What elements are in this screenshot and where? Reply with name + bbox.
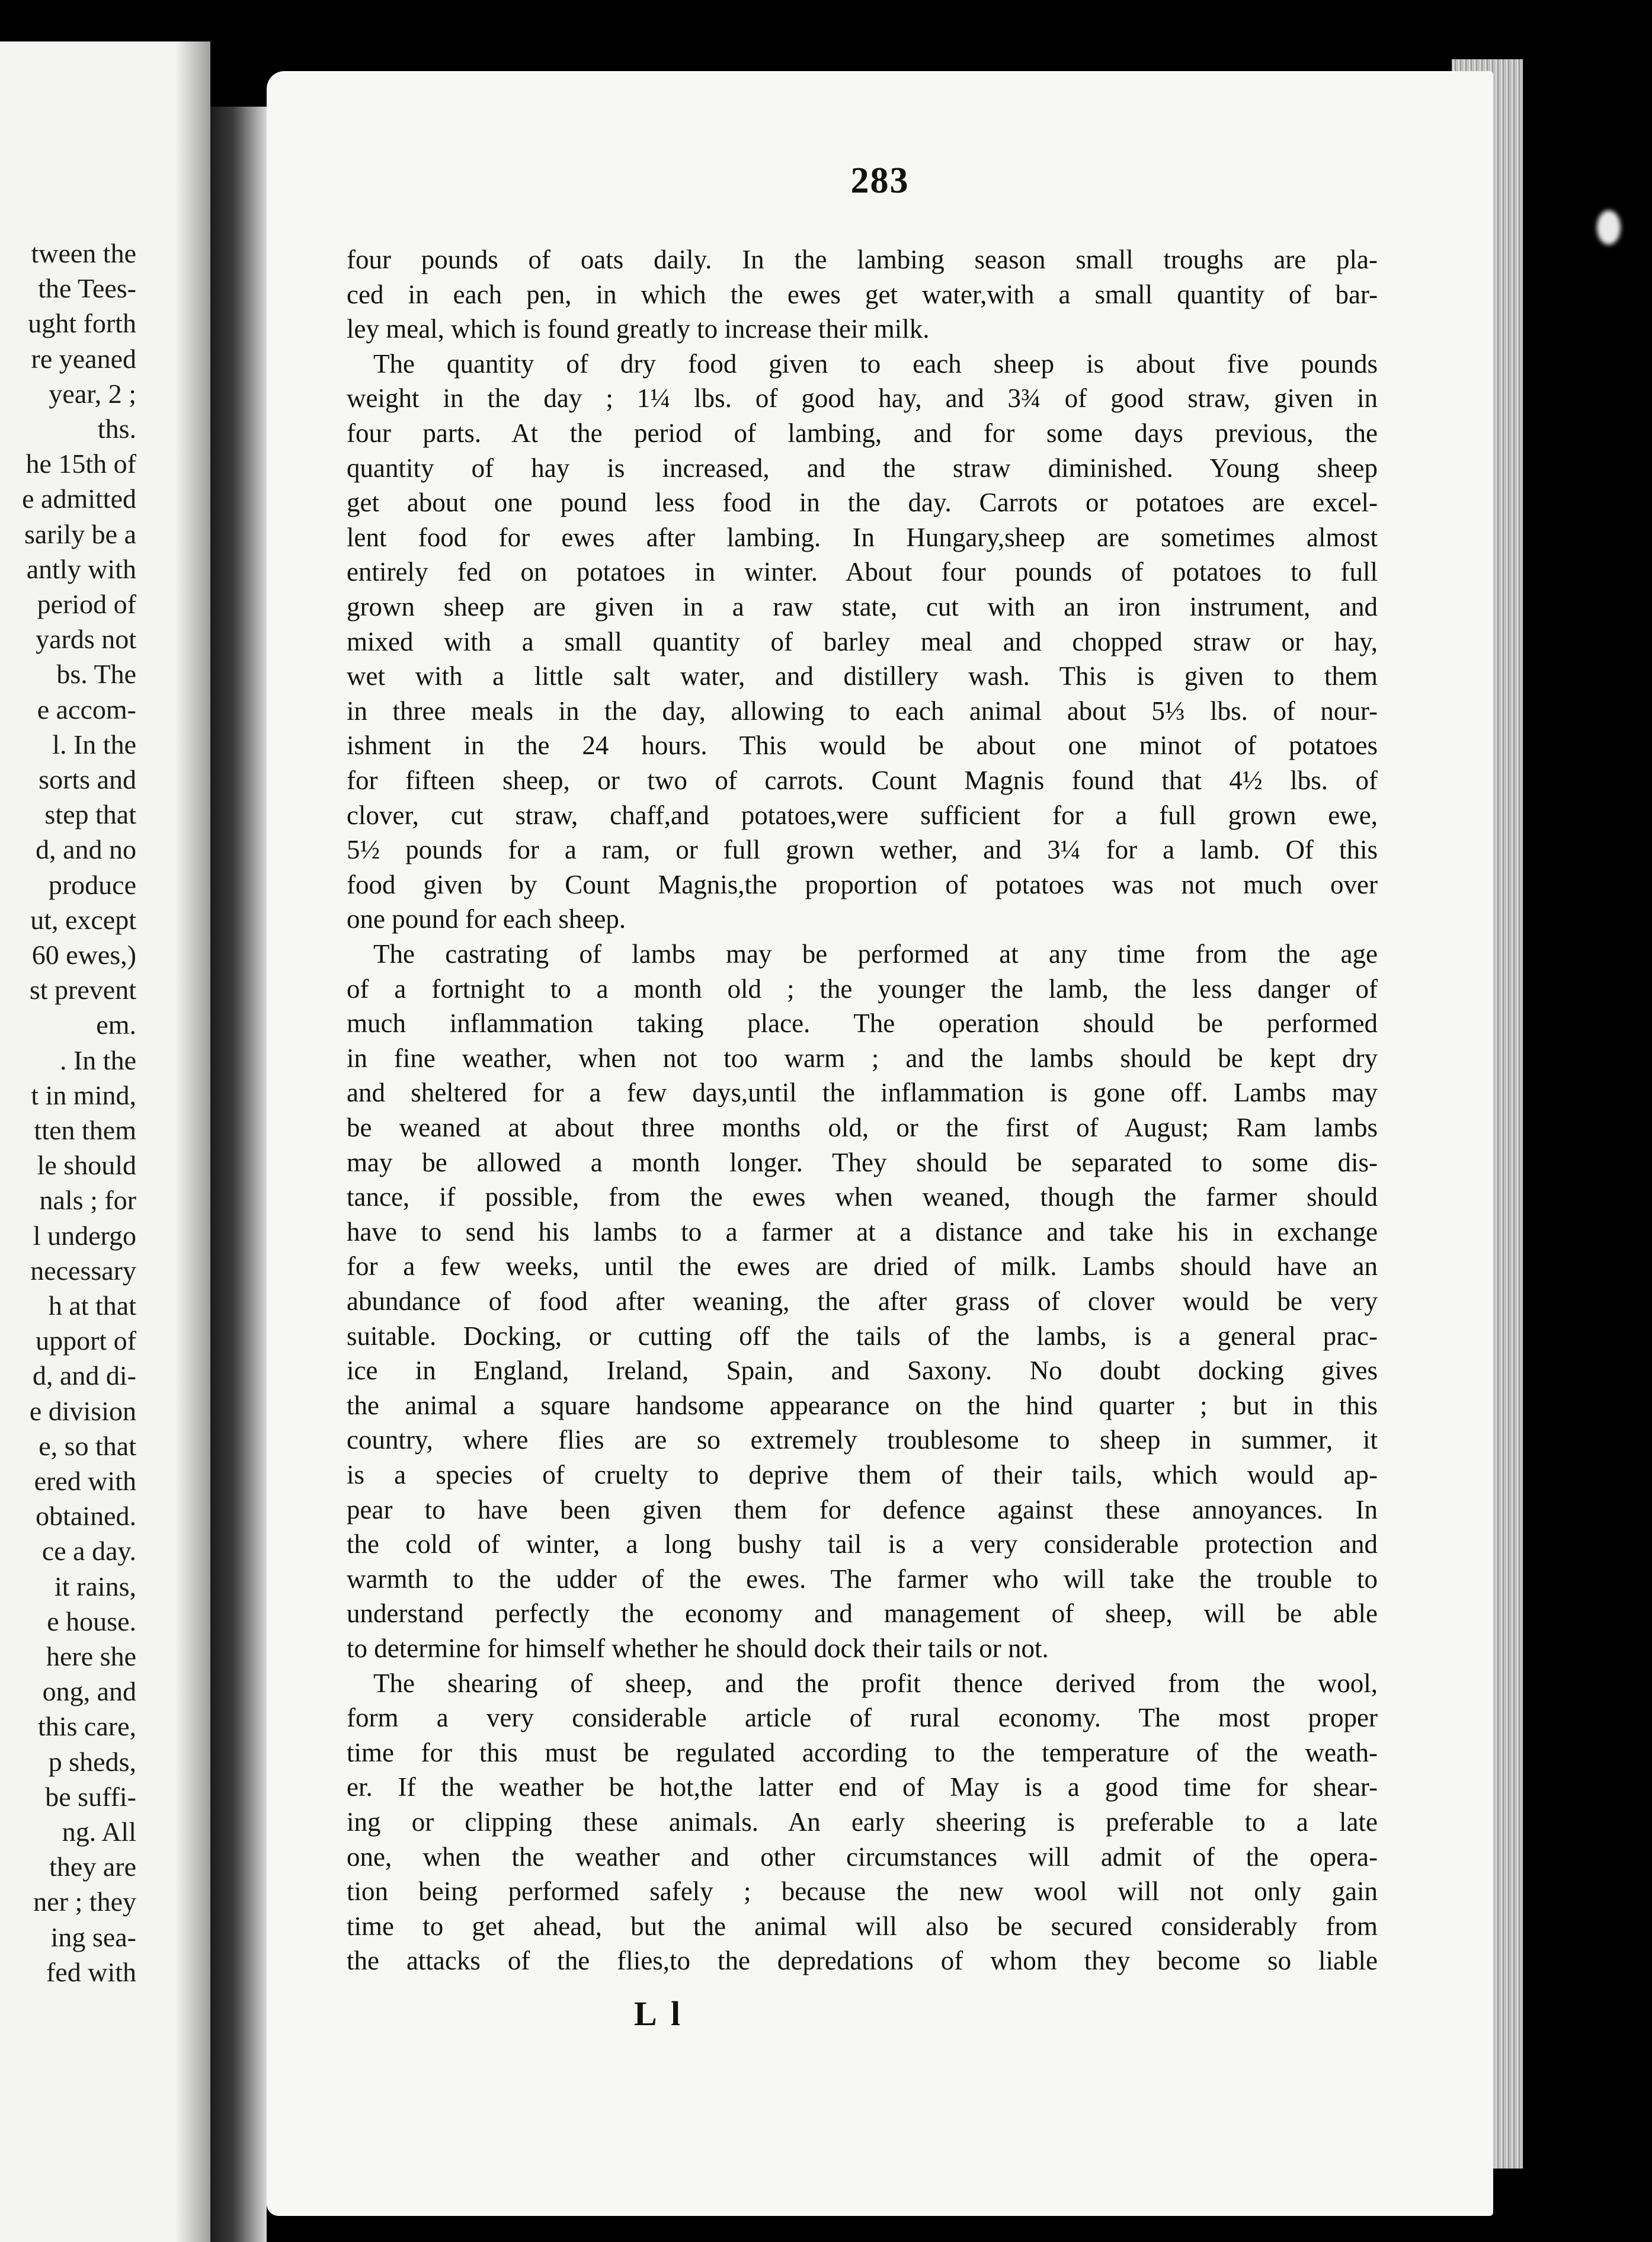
left-page-line: ths. [97, 414, 136, 444]
text-line: the cold of winter, a long bushy tail is a very considerable protection and [347, 1529, 1378, 1559]
left-page-line: this care, [37, 1711, 136, 1742]
left-page-line: ered with [34, 1466, 136, 1496]
left-page-line: st prevent [29, 975, 136, 1005]
text-line: entirely fed on potatoes in winter. About four pounds of potatoes to full [347, 557, 1378, 587]
text-line: in fine weather, when not too warm ; and the lambs should be kept dry [347, 1043, 1378, 1073]
left-page-line: l. In the [52, 729, 136, 760]
text-line: form a very considerable article of rural economy. The most proper [347, 1703, 1378, 1733]
text-line: time for this must be regulated according to the temperature of the weath- [347, 1737, 1378, 1767]
text-line: quantity of hay is increased, and the straw diminished. Young sheep [347, 453, 1378, 483]
left-page-line: h at that [48, 1290, 136, 1321]
text-line: The quantity of dry food given to each sheep is about five pounds [373, 348, 1378, 379]
left-page-line: produce [48, 869, 136, 900]
text-line: is a species of cruelty to deprive them of their tails, which would ap- [347, 1460, 1378, 1490]
left-page-line: step that [44, 799, 136, 830]
left-page-line: be suffi- [45, 1781, 136, 1812]
text-line: mixed with a small quantity of barley meal and chopped straw or hay, [347, 626, 1378, 656]
left-page-line: em. [96, 1010, 136, 1040]
left-page-line: ce a day. [41, 1536, 136, 1567]
left-page-line: ng. All [62, 1817, 136, 1847]
left-gutter-shadow [175, 41, 210, 2242]
left-page-line: ing sea- [50, 1921, 136, 1952]
left-page-line: e admitted [22, 483, 136, 514]
left-page-line: year, 2 ; [49, 378, 136, 409]
left-page-line: l undergo [33, 1220, 136, 1251]
left-page-line: d, and no [36, 834, 136, 865]
text-line: clover, cut straw, chaff,and potatoes,were sufficient for a full grown ewe, [347, 800, 1378, 830]
text-line: the attacks of the flies,to the depredations of whom they become so liable [347, 1946, 1378, 1976]
text-line: may be allowed a month longer. They should be separated to some dis- [347, 1147, 1378, 1177]
left-page-line: tween the [31, 238, 136, 268]
text-line: get about one pound less food in the day. Carrots or potatoes are excel- [347, 488, 1378, 518]
left-page-line: p sheds, [48, 1746, 136, 1777]
text-line: suitable. Docking, or cutting off the tails of the lambs, is a general prac- [347, 1321, 1378, 1351]
left-page-line: ught forth [28, 308, 136, 339]
left-page-line: it rains, [55, 1571, 136, 1602]
text-line: The shearing of sheep, and the profit thence derived from the wool, [373, 1668, 1378, 1698]
text-line: be weaned at about three months old, or the first of August; Ram lambs [347, 1113, 1378, 1142]
left-page-line: sarily be a [24, 518, 136, 549]
left-page-line: fed with [46, 1956, 136, 1987]
text-line: time to get ahead, but the animal will also be secured considerably from [347, 1911, 1378, 1941]
left-page-line: he 15th of [25, 449, 136, 479]
text-line: to determine for himself whether he should dock their tails or not. [347, 1634, 1049, 1663]
left-page-line: here she [46, 1641, 136, 1671]
left-page-line: necessary [30, 1255, 136, 1286]
text-line: of a fortnight to a month old ; the younger the lamb, the less danger of [347, 973, 1378, 1004]
text-line: in three meals in the day, allowing to each animal about 5⅓ lbs. of nour- [347, 696, 1378, 726]
left-page-line: yards not [36, 624, 136, 655]
text-line: The castrating of lambs may be performed at any time from the age [373, 939, 1378, 969]
left-page-line: t in mind, [31, 1080, 136, 1110]
left-page-line: e, so that [39, 1430, 136, 1461]
text-line: country, where flies are so extremely troublesome to sheep in summer, it [347, 1425, 1378, 1455]
text-line: grown sheep are given in a raw state, cut with an iron instrument, and [347, 592, 1378, 622]
left-page-line: obtained. [36, 1501, 136, 1532]
text-line: pear to have been given them for defence against these annoyances. In [347, 1494, 1378, 1524]
text-line: for fifteen sheep, or two of carrots. Count Magnis found that 4½ lbs. of [347, 766, 1378, 795]
text-line: one, when the weather and other circumstances will admit of the opera- [347, 1841, 1378, 1872]
left-page-line: nals ; for [39, 1185, 136, 1216]
text-line: and sheltered for a few days,until the inflammation is gone off. Lambs may [347, 1078, 1378, 1108]
left-facing-page [0, 41, 210, 2242]
left-page-line: d, and di- [32, 1360, 136, 1391]
left-page-line: upport of [36, 1325, 136, 1356]
left-page-line: tten them [34, 1115, 136, 1145]
text-line: ishment in the 24 hours. This would be about one minot of potatoes [347, 731, 1378, 761]
text-line: 5½ pounds for a ram, or full grown wether, and 3¼ for a lamb. Of this [347, 835, 1378, 865]
left-page-line: e division [29, 1395, 136, 1426]
text-line: abundance of food after weaning, the after grass of clover would be very [347, 1286, 1378, 1316]
text-line: food given by Count Magnis,the proportion of potatoes was not much over [347, 869, 1378, 899]
text-line: tance, if possible, from the ewes when weaned, though the farmer should [347, 1182, 1378, 1212]
text-line: er. If the weather be hot,the latter end of May is a good time for shear- [347, 1772, 1378, 1802]
book-gutter [210, 107, 267, 2242]
text-line: understand perfectly the economy and management of sheep, will be able [347, 1599, 1378, 1629]
text-line: ice in England, Ireland, Spain, and Saxony. No doubt docking gives [347, 1356, 1378, 1386]
left-page-line: ut, except [30, 904, 136, 935]
left-page-line: bs. The [56, 659, 136, 690]
text-line: wet with a little salt water, and distillery wash. This is given to them [347, 661, 1378, 691]
left-page-line: 60 ewes,) [31, 940, 136, 970]
text-line: have to send his lambs to a farmer at a distance and take his in exchange [347, 1216, 1378, 1247]
left-page-line: period of [37, 589, 136, 619]
text-line: four parts. At the period of lambing, and for some days previous, the [347, 418, 1378, 448]
text-line: four pounds of oats daily. In the lambing season small troughs are pla- [347, 245, 1378, 274]
left-page-line: e accom- [37, 694, 136, 725]
left-page-line: antly with [26, 553, 136, 584]
printer-signature-mark: L l [634, 1994, 684, 2033]
text-line: the animal a square handsome appearance on the hind quarter ; but in this [347, 1390, 1378, 1420]
left-page-line: re yeaned [31, 343, 136, 374]
text-line: weight in the day ; 1¼ lbs. of good hay, and 3¾ of good straw, given in [347, 383, 1378, 414]
left-page-line: ner ; they [33, 1887, 136, 1917]
text-line: for a few weeks, until the ewes are dried of milk. Lambs should have an [347, 1251, 1378, 1282]
left-page-line: le should [37, 1150, 136, 1181]
text-line: ced in each pen, in which the ewes get water,with a small quantity of bar- [347, 279, 1378, 309]
text-line: one pound for each sheep. [347, 904, 626, 934]
scan-glare-spot [1597, 210, 1621, 245]
right-page [267, 71, 1493, 2216]
text-line: warmth to the udder of the ewes. The farmer who will take the trouble to [347, 1564, 1378, 1594]
left-page-line: . In the [59, 1045, 136, 1075]
text-line: lent food for ewes after lambing. In Hungary,sheep are sometimes almost [347, 522, 1378, 552]
left-page-line: e house. [47, 1606, 136, 1636]
text-line: tion being performed safely ; because the new wool will not only gain [347, 1876, 1378, 1907]
text-line: ley meal, which is found greatly to increase their milk. [347, 314, 930, 344]
left-page-line: sorts and [39, 764, 136, 795]
left-page-line: ong, and [42, 1676, 136, 1707]
left-page-line: the Tees- [38, 273, 136, 304]
text-line: much inflammation taking place. The operation should be performed [347, 1008, 1378, 1039]
left-page-line: they are [49, 1852, 136, 1882]
text-line: ing or clipping these animals. An early sheering is preferable to a late [347, 1807, 1378, 1837]
page-number: 283 [850, 161, 910, 201]
